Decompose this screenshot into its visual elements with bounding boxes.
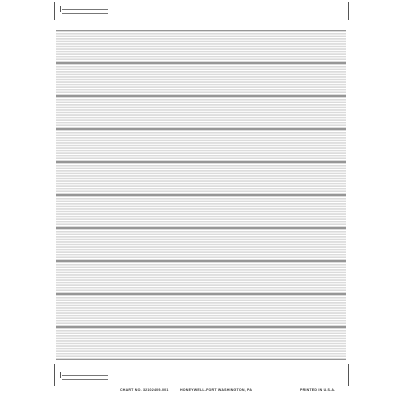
manufacturer: HONEYWELL-FORT WASHINGTON, PA (180, 388, 253, 392)
registration-rule (62, 375, 108, 376)
top-registration-marks (50, 0, 352, 20)
right-margin-mark (348, 364, 349, 386)
chart-footer (50, 386, 352, 396)
right-margin-mark (348, 2, 349, 20)
registration-rule (62, 13, 108, 14)
chart-paper-sheet (50, 0, 352, 400)
registration-tick (60, 6, 61, 12)
registration-rule (62, 9, 108, 10)
left-margin-mark (54, 2, 55, 20)
chart-grid (56, 30, 346, 360)
bottom-registration-marks (50, 362, 352, 386)
registration-rule (62, 379, 108, 380)
chart-number: CHART NO. 32102409-001 (120, 388, 169, 392)
left-margin-mark (54, 364, 55, 386)
registration-tick (60, 372, 61, 378)
printed-in: PRINTED IN U.S.A. (300, 388, 336, 392)
